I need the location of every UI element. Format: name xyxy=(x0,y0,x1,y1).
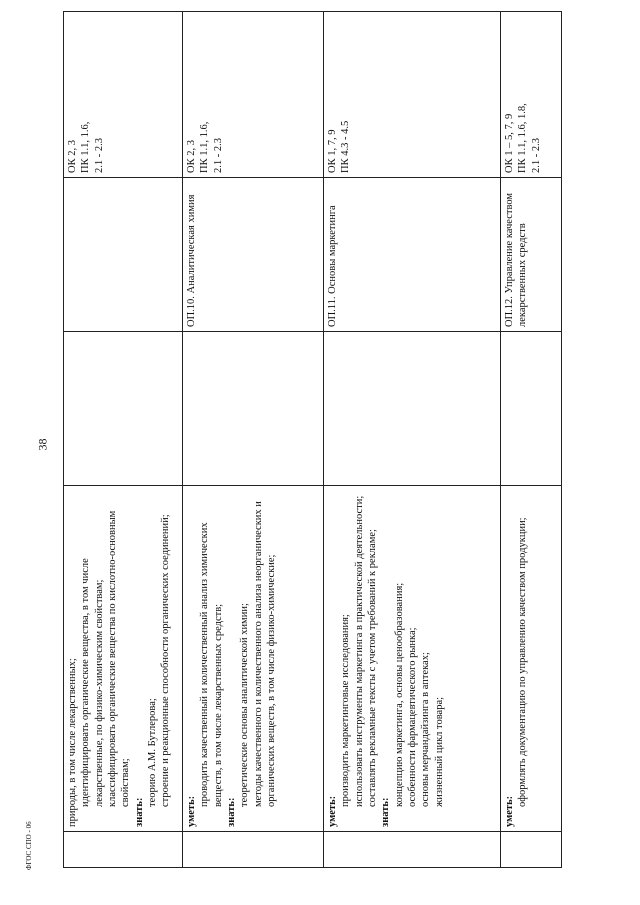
competence-line: ОК 1 – 5, 7, 9 xyxy=(504,113,515,173)
empty-cell xyxy=(183,332,324,486)
section-label: знать: xyxy=(225,797,237,827)
competence-line: ОК 2, 3 xyxy=(67,140,78,173)
requirement-line: методы качественного и количественного анализа неорганических и органических веществ, в том числе физико-химические; xyxy=(252,501,277,807)
requirement-line: строение и реакционные способности органических соединений; xyxy=(160,514,172,807)
requirement-line: основы мерчандайзинга в аптеках; xyxy=(420,652,432,807)
competence-line: 2.1 - 2.3 xyxy=(212,138,224,173)
requirements-cell xyxy=(183,486,324,832)
table-row xyxy=(183,12,324,868)
competence-line: 2.1 - 2.3 xyxy=(93,138,105,173)
row-index-cell xyxy=(64,832,183,868)
requirement-line: теоретические основы аналитической химии; xyxy=(239,603,251,807)
requirements-cell xyxy=(324,486,501,832)
row-index-cell xyxy=(324,832,501,868)
requirements-cell xyxy=(64,486,183,832)
section-label: знать: xyxy=(133,797,145,827)
competence-line: ПК 1.1, 1.6, xyxy=(199,121,211,173)
requirement-line: теорию А.М. Бутлерова; xyxy=(146,698,158,807)
page-number: 38 xyxy=(35,438,50,451)
section-label: уметь: xyxy=(327,795,338,827)
row-index-cell xyxy=(183,832,324,868)
competence-line: ПК 1.1, 1.6, 1.8, xyxy=(517,103,529,173)
empty-cell xyxy=(64,332,183,486)
section-label: знать: xyxy=(380,797,392,827)
requirement-line: классифицировать органические вещества по кислотно-основным свойствам; xyxy=(106,510,132,807)
table-row xyxy=(501,12,562,868)
requirement-line: природы, в том числе лекарственных; xyxy=(67,658,78,827)
competence-line: ОК 1, 7, 9 xyxy=(327,129,338,173)
competence-line: ОК 2, 3 xyxy=(186,140,197,173)
empty-cell xyxy=(324,332,501,486)
section-label: уметь: xyxy=(504,795,515,827)
competence-line: ПК 1.1, 1.6, xyxy=(80,121,92,173)
curriculum-table-wrapper xyxy=(63,12,561,868)
curriculum-table xyxy=(63,12,561,868)
table-row xyxy=(324,12,501,868)
requirement-line: проводить качественный и количественный анализ химических веществ, в том числе лекарственных средств; xyxy=(199,522,224,807)
competences-cell xyxy=(64,12,183,178)
competence-line: 2.1 - 2.3 xyxy=(530,138,542,173)
empty-cell xyxy=(501,332,562,486)
requirement-line: особенности фармацевтического рынка; xyxy=(406,627,418,807)
discipline-cell: ОП.11. Основы маркетинга xyxy=(324,178,501,332)
competence-line: ПК 4.3 - 4.5 xyxy=(340,120,352,173)
requirements-cell xyxy=(501,486,562,832)
discipline-cell xyxy=(64,178,183,332)
requirement-line: оформлять документацию по управлению качеством продукции; xyxy=(517,517,529,807)
requirement-line: жизненный цикл товара; xyxy=(433,696,445,807)
competences-cell xyxy=(501,12,562,178)
requirement-line: составлять рекламные тексты с учетом требований к рекламе; xyxy=(366,529,378,807)
row-index-cell xyxy=(501,832,562,868)
section-label: уметь: xyxy=(186,795,197,827)
discipline-cell: ОП.10. Аналитическая химия xyxy=(183,178,324,332)
competences-cell xyxy=(324,12,501,178)
requirement-line: использовать инструменты маркетинга в практической деятельности; xyxy=(353,495,365,807)
requirement-line: производить маркетинговые исследования; xyxy=(340,614,352,807)
requirement-line: концепцию маркетинга, основы ценообразования; xyxy=(393,582,405,807)
discipline-cell: ОП.12. Управление качеством лекарственных средств xyxy=(501,178,562,332)
table-row xyxy=(64,12,183,868)
requirement-line: идентифицировать органические вещества, в том числе лекарственные, по физико-химическим свойствам; xyxy=(80,558,105,807)
footer-code: ФГОС СПО - 06 xyxy=(25,821,33,870)
competences-cell xyxy=(183,12,324,178)
